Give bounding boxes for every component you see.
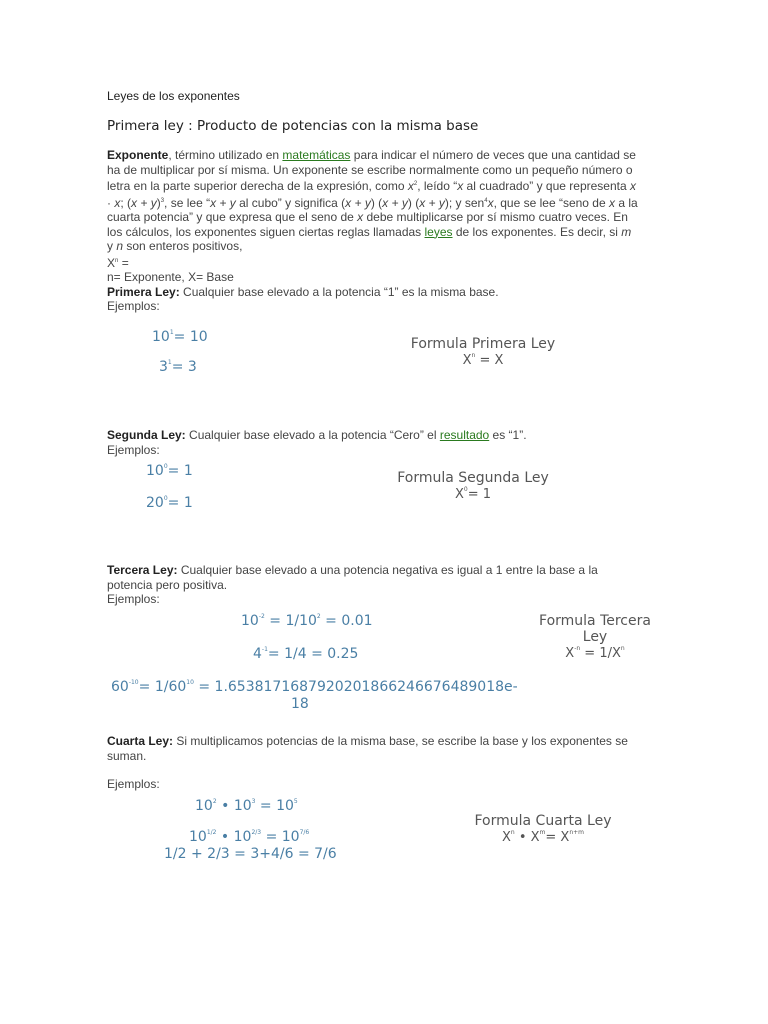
ley1-example-2: $3^1= 3$ (159, 359, 197, 375)
ley3-block (107, 563, 663, 607)
intro-line: ha de multiplicar por sí misma. Un exponente se escribe normalmente como un pequeño número o (107, 162, 633, 177)
ley1-ejemplos-label: Ejemplos: (107, 299, 160, 313)
section-heading: Primera ley : Producto de potencias con la misma base (107, 118, 479, 134)
intro-line: letra en la parte superior derecha de la expresión, como $x^2$, leído “x al cuadrado” y que representa x (107, 179, 636, 193)
ley4-formula-expression: $X^n$ • $X^m= X^{n+m}$ (501, 829, 585, 845)
ley3-example-3-cont: 18 (291, 696, 309, 712)
ley4-statement-cont: suman. (107, 748, 147, 763)
ley1-statement: Primera Ley: Cualquier base elevado a la potencia “1” es la misma base. (107, 284, 499, 299)
ley3-formula-title-cont: Ley (582, 629, 608, 645)
intro-line: n= Exponente, X= Base (107, 270, 234, 284)
ley2-label: Segunda Ley: (107, 428, 186, 442)
ley3-label: Tercera Ley: (107, 563, 178, 577)
ley2-example-1: $10^0= 1$ (146, 463, 193, 479)
ley2-formula-expression: $X^0= 1$ (454, 486, 492, 502)
ley1-label: Primera Ley: (107, 284, 180, 299)
ley4-block (107, 734, 663, 763)
ley4-statement: Cuarta Ley: Si multiplicamos potencias de la misma base, se escribe la base y los exponentes se (107, 734, 628, 748)
intro-paragraph (107, 148, 663, 314)
ley1-formula-title: Formula Primera Ley (410, 336, 556, 352)
ley3-formula-title: Formula Tercera (539, 613, 651, 629)
ley2-statement: Segunda Ley: Cualquier base elevado a la potencia “Cero” el resultado es “1”. (107, 428, 527, 442)
ley2-ejemplos-label: Ejemplos: (107, 442, 160, 457)
ley1-example-1: $10^1= 10$ (152, 329, 208, 345)
ley4-formula-title: Formula Cuarta Ley (474, 813, 612, 829)
link-matematicas[interactable]: matemáticas (282, 148, 351, 162)
ley3-ejemplos-label: Ejemplos: (107, 592, 160, 606)
ley4-label: Cuarta Ley: (107, 734, 174, 748)
ley4-formula (463, 813, 623, 845)
intro-line: y n son enteros positivos, (107, 239, 243, 253)
ley3-formula-expression: $X^{-n} = 1/X^n$ (565, 645, 625, 661)
link-leyes[interactable]: leyes (424, 224, 453, 239)
ley3-formula (515, 613, 675, 661)
intro-line: · x; $(x + y)^3$, se lee “x + y al cubo” y significa (x + y) (x + y) (x + y); y sen$^4$x, que se lee “seno de x a la (107, 195, 638, 210)
intro-text: para indicar el número de veces que una cantidad se (350, 148, 636, 162)
intro-line: cuarta potencia” y que expresa que el seno de x debe multiplicarse por sí mismo cuatro veces. En (107, 210, 628, 224)
ley2-formula (373, 470, 573, 502)
ley2-example-2: $20^0= 1$ (146, 495, 193, 511)
intro-text: , término utilizado en (168, 148, 283, 162)
ley4-ejemplos-label: Ejemplos: (107, 777, 160, 791)
ley2-formula-title: Formula Segunda Ley (397, 470, 549, 486)
ley3-example-3: $60^{-10}= 1/60^{10} = 1.6538171687920201866246676489018e-$ (111, 679, 518, 695)
link-resultado[interactable]: resultado (439, 428, 490, 442)
ley4-example-3: 1/2 + 2/3 = 3+4/6 = 7/6 (164, 846, 337, 862)
term-exponente: Exponente (107, 148, 169, 162)
ley3-statement-cont: potencia pero positiva. (107, 577, 228, 592)
intro-line: $X^n$ = (107, 255, 129, 270)
document-title: Leyes de los exponentes (107, 89, 240, 103)
ley4-example-1: $10^2$ • $10^3 = 10^5$ (195, 798, 298, 814)
intro-line: los cálculos, los exponentes siguen ciertas reglas llamadas leyes de los exponentes. Es decir, si m (107, 224, 632, 239)
ley2-block (107, 428, 663, 457)
ley1-formula-expression: $X^n = X$ (462, 352, 504, 368)
ley3-statement: Tercera Ley: Cualquier base elevado a una potencia negativa es igual a 1 entre la base a la (107, 563, 598, 577)
ley3-example-1: $10^{-2} = 1/10^2 = 0.01$ (241, 613, 373, 629)
ley3-example-2: $4^{-1}= 1/4 = 0.25$ (253, 646, 359, 662)
ley1-formula (383, 336, 583, 368)
ley4-example-2: $10^{1/2}$ • $10^{2/3} = 10^{7/6}$ (189, 829, 310, 845)
